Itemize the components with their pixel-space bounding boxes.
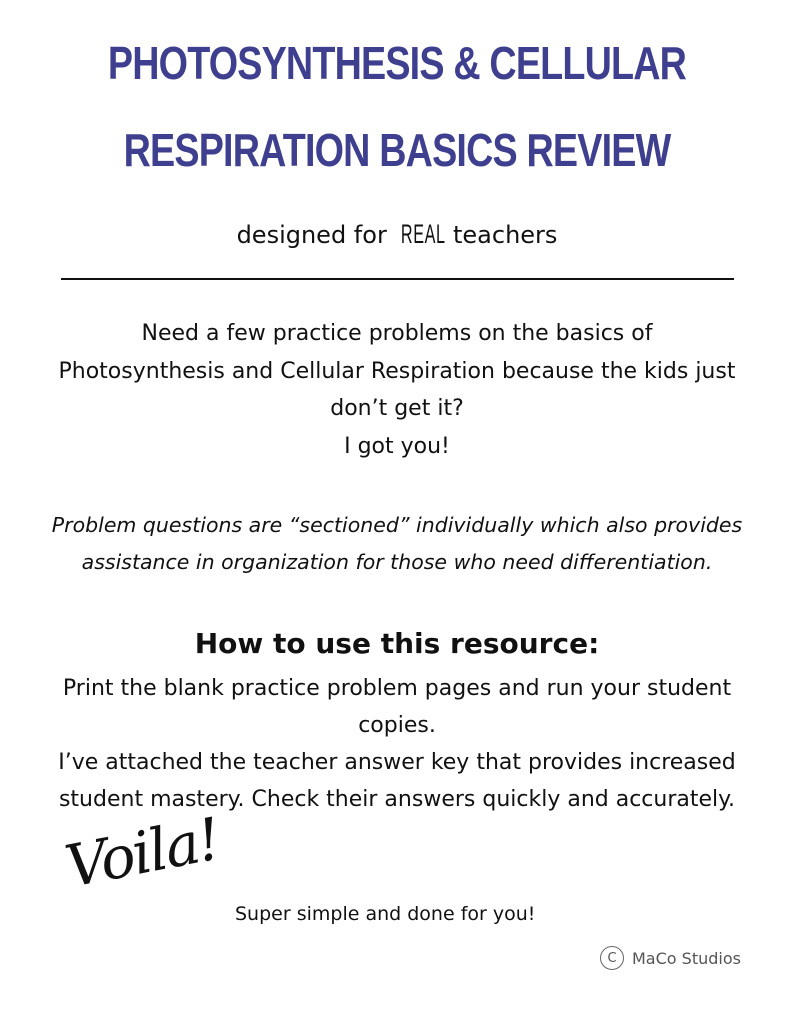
intro-paragraph	[20, 315, 774, 465]
italic-note	[10, 507, 784, 581]
closing-text: Super simple and done for you!	[235, 903, 536, 925]
howto-heading: How to use this resource:	[194, 627, 600, 660]
howto-instructions	[20, 670, 774, 818]
page-title-line-2: RESPIRATION BASICS REVIEW	[123, 124, 671, 176]
intro-line: Need a few practice problems on the basics of	[141, 321, 653, 346]
intro-line: I got you!	[344, 433, 450, 459]
intro-line: don’t get it?	[330, 396, 464, 421]
horizontal-divider	[61, 278, 734, 280]
intro-line: Photosynthesis and Cellular Respiration because the kids just	[58, 358, 736, 384]
copyright-notice	[600, 946, 741, 970]
note-line: assistance in organization for those who need differentiation.	[81, 550, 713, 574]
tagline	[0, 218, 794, 251]
tagline-after: teachers	[452, 221, 558, 249]
copyright-icon: C	[600, 946, 624, 970]
tagline-before: designed for	[236, 221, 395, 249]
tagline-emphasis: REAL	[401, 219, 447, 249]
howto-line: I’ve attached the teacher answer key that provides increased	[58, 750, 736, 775]
howto-line: copies.	[358, 713, 436, 738]
howto-line: student mastery. Check their answers quickly and accurately.	[58, 787, 736, 812]
voila-script: Voila!	[59, 804, 225, 901]
note-line: Problem questions are “sectioned” individually which also provides	[51, 513, 743, 537]
howto-line: Print the blank practice problem pages and run your student	[62, 676, 732, 701]
page-title-line-1: PHOTOSYNTHESIS & CELLULAR	[107, 37, 687, 89]
copyright-owner: MaCo Studios	[632, 948, 741, 968]
